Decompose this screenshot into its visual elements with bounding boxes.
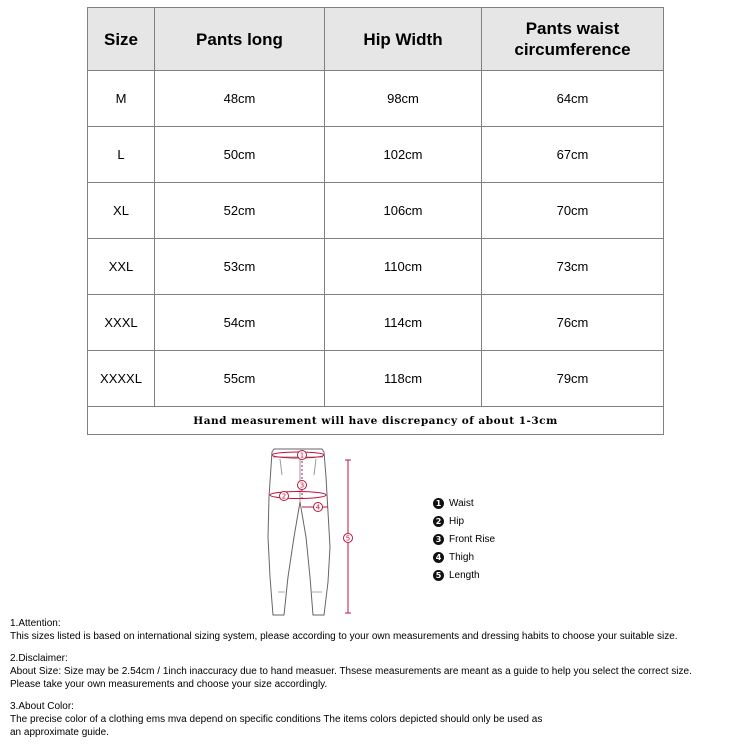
cell-pants-long: 55cm <box>155 351 325 407</box>
legend-item-waist <box>433 494 573 512</box>
note-disclaimer-text: About Size: Size may be 2.54cm / 1inch inaccuracy due to hand measuer. Thsese measurements are meant as a guide to help you select the correct size. <box>10 666 692 677</box>
cell-waist: 73cm <box>482 239 664 295</box>
legend-number-icon: 1 <box>433 498 444 509</box>
legend-label: Front Rise <box>449 533 496 545</box>
pants-measurement-diagram <box>262 447 362 619</box>
marker-2-label: 2 <box>281 492 287 501</box>
legend-item-front-rise <box>433 530 573 548</box>
table-row <box>88 351 664 407</box>
table-row <box>88 239 664 295</box>
table-row <box>88 71 664 127</box>
marker-4-label: 4 <box>315 503 321 512</box>
marker-1-label: 1 <box>299 451 305 460</box>
cell-hip-width: 102cm <box>325 127 482 183</box>
cell-hip-width: 114cm <box>325 295 482 351</box>
legend-label: Waist <box>449 497 474 509</box>
cell-pants-long: 52cm <box>155 183 325 239</box>
cell-hip-width: 118cm <box>325 351 482 407</box>
table-row <box>88 295 664 351</box>
cell-pants-long: 53cm <box>155 239 325 295</box>
cell-hip-width: 110cm <box>325 239 482 295</box>
cell-size: XL <box>88 183 155 239</box>
size-notes <box>10 617 745 748</box>
cell-waist: 67cm <box>482 127 664 183</box>
header-waist-circumference: Pants waist circumference <box>482 8 664 71</box>
cell-waist: 70cm <box>482 183 664 239</box>
table-row <box>88 183 664 239</box>
cell-waist: 64cm <box>482 71 664 127</box>
header-hip-width: Hip Width <box>325 8 482 71</box>
cell-size: L <box>88 127 155 183</box>
legend-item-length <box>433 566 573 584</box>
note-attention-text: This sizes listed is based on international sizing system, please according to your own measurements and dressing habits to choose your suitable size. <box>10 631 678 642</box>
size-chart-table <box>87 7 664 435</box>
note-color <box>10 700 745 739</box>
note-attention <box>10 617 745 643</box>
cell-hip-width: 98cm <box>325 71 482 127</box>
marker-2 <box>280 492 289 501</box>
legend-item-thigh <box>433 548 573 566</box>
cell-hip-width: 106cm <box>325 183 482 239</box>
cell-size: M <box>88 71 155 127</box>
marker-1 <box>298 451 307 460</box>
marker-5 <box>344 534 353 543</box>
cell-pants-long: 50cm <box>155 127 325 183</box>
legend-item-hip <box>433 512 573 530</box>
legend-label: Thigh <box>449 551 475 563</box>
cell-size: XXL <box>88 239 155 295</box>
measurement-note: Hand measurement will have discrepancy of about 1-3cm <box>88 407 664 435</box>
header-size: Size <box>88 8 155 71</box>
note-disclaimer-text: Please take your own measurements and choose your size accordingly. <box>10 679 328 690</box>
marker-5-label: 5 <box>345 534 351 543</box>
measurement-legend <box>433 494 573 584</box>
pants-outline-icon <box>268 449 330 615</box>
header-pants-long: Pants long <box>155 8 325 71</box>
note-disclaimer-title: 2.Disclaimer: <box>10 653 68 664</box>
cell-size: XXXXL <box>88 351 155 407</box>
note-attention-title: 1.Attention: <box>10 618 61 629</box>
note-color-text: The precise color of a clothing ems mva depend on specific conditions The items colors depicted should only be used as <box>10 714 543 725</box>
table-header-row <box>88 8 664 71</box>
note-color-text: an approximate guide. <box>10 727 109 738</box>
marker-4 <box>314 503 323 512</box>
cell-waist: 76cm <box>482 295 664 351</box>
legend-label: Hip <box>449 515 465 527</box>
legend-number-icon: 2 <box>433 516 444 527</box>
cell-pants-long: 48cm <box>155 71 325 127</box>
table-row <box>88 127 664 183</box>
legend-label: Length <box>449 569 480 581</box>
legend-number-icon: 5 <box>433 570 444 581</box>
cell-size: XXXL <box>88 295 155 351</box>
cell-waist: 79cm <box>482 351 664 407</box>
note-color-title: 3.About Color: <box>10 701 74 712</box>
marker-3 <box>298 481 307 490</box>
measurement-note-row <box>88 407 664 435</box>
note-disclaimer <box>10 652 745 691</box>
legend-number-icon: 4 <box>433 552 444 563</box>
cell-pants-long: 54cm <box>155 295 325 351</box>
marker-3-label: 3 <box>299 481 305 490</box>
legend-number-icon: 3 <box>433 534 444 545</box>
